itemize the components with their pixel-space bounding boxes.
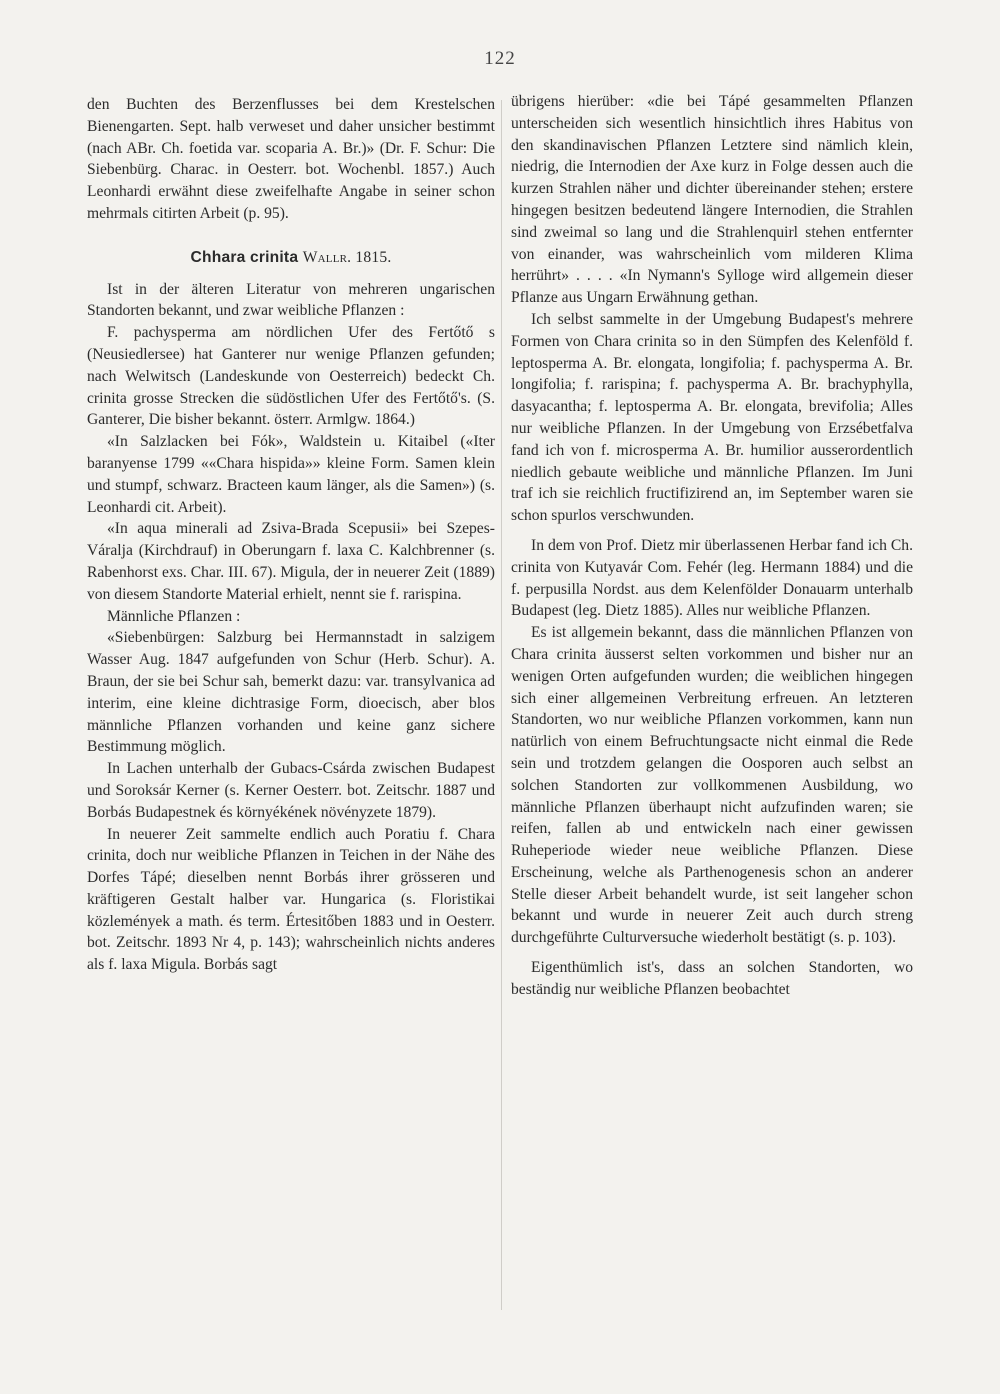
page-number: 122	[484, 48, 516, 69]
paragraph: Männliche Pflanzen :	[107, 607, 241, 625]
right-column	[511, 91, 913, 1001]
paragraph: Ich selbst sammelte in der Umgebung Budapest's mehrere Formen von Chara crinita so in den Sümpfen des Kelenföld f. leptosperma A. Br. elongata, longifolia; f. pachysperma A. Br. longifolia; f. rarispina; f. pachysperma A. Br. brachyphylla, dasyacantha; f. leptosperma A. Br. elongata, brevifolia; Alles nur weibliche Pflanzen. In der Umgebung von Erzsébetfalva fand ich von f. microsperma A. Br. humilior ausserordentlich niedlich gebaute weibliche und männliche Pflanzen. Im Juni traf ich sie reichlich fructifizirend an, im September waren sie schon spurlos verschwunden.	[511, 310, 913, 525]
paragraph: In dem von Prof. Dietz mir überlassenen Herbar fand ich Ch. crinita von Kutyavár Com. Fehér (leg. Hermann 1884) und die f. perpusilla Nordst. aus dem Kelenfölder Donauarm unterhalb Budapest (leg. Dietz 1885). Alles nur weibliche Pflanzen.	[511, 536, 913, 620]
species-author: Wallr. 1815.	[302, 248, 392, 266]
left-column	[87, 94, 495, 976]
column-divider	[501, 100, 502, 1310]
paragraph: Es ist allgemein bekannt, dass die männlichen Pflanzen von Chara crinita äusserst selten vorkommen und bisher nur an wenigen Orten aufgefunden wurden; die weiblichen hingegen sich einer allgemeinen Verbreitung erfreuen. An letzteren Standorten, wo nur weibliche Pflanzen vorkommen, kann nun natürlich von einem Befruchtungsacte nicht einmal die Rede sein und trotzdem gelangen die Oosporen auch selbst an solchen Standorten zur vollkommenen Ausbildung, wo männliche Pflanzen überhaupt nicht aufzufinden waren; sie reifen, fallen ab und entwickeln nach einer gewissen Ruheperiode wieder neue weibliche Pflanzen. Diese Erscheinung, welche als Parthenogenesis schon an anderer Stelle dieser Arbeit behandelt wurde, ist seit langeher schon bekannt und wurde in neuerer Zeit auch durch streng durchgeführte Culturversuche wiederholt bestätigt (s. p. 103).	[511, 624, 913, 947]
paragraph: übrigens hierüber: «die bei Tápé gesammelten Pflanzen unterscheiden sich wesentlich hinsichtlich ihres Habitus von den skandinavischen Pflanzen Letztere sind nämlich klein, niedrig, die Internodien der Axe kurz in Folge dessen auch die kurzen Strahlen näher und dichter übereinander stehen; erstere hingegen besitzen bedeutend längere Internodien, die Strahlen sind zweimal so lang und die Strahlenquirl stehen entfernter von einander, was wahrscheinlich vom milderen Klima herrührt» . . . . «In Nymann's Sylloge wird allgemein dieser Pflanze aus Ungarn Erwähnung gethan.	[511, 93, 913, 307]
species-name: Chhara crinita	[190, 248, 299, 266]
paragraph: Ist in der älteren Literatur von mehreren ungarischen Standorten bekannt, und zwar weibliche Pflanzen :	[87, 280, 495, 320]
paragraph: In neuerer Zeit sammelte endlich auch Poratiu f. Chara crinita, doch nur weibliche Pflanzen in Teichen in der Nähe des Dorfes Tápé; dieselben nennt Borbás ihrer grösseren und kräftigeren Gestalt halber var. Hungarica (s. Floristikai közlemények a math. és term. Értesitőben 1883 und in Oesterr. bot. Zeitschr. 1893 Nr 4, p. 143); wahrscheinlich nichts anderes als f. laxa Migula. Borbás sagt	[87, 825, 495, 974]
species-heading	[87, 247, 495, 269]
paragraph: «Siebenbürgen: Salzburg bei Hermannstadt in salzigem Wasser Aug. 1847 aufgefunden von Schur (Herb. Schur). A. Braun, der sie bei Schur sah, bemerkt dazu: var. transylvanica ad interim, eine kleine dichtrasige Form, dioecisch, aber blos männliche Pflanzen vorhanden und keine ganz sichere Bestimmung möglich.	[87, 629, 495, 756]
paragraph: Eigenthümlich ist's, dass an solchen Standorten, wo beständig nur weibliche Pflanzen beobachtet	[511, 959, 913, 998]
paragraph: «In aqua minerali ad Zsiva-Brada Scepusii» bei Szepes-Váralja (Kirchdrauf) in Oberungarn f. laxa C. Kalchbrenner (s. Rabenhorst exs. Char. III. 67). Migula, der in neuerer Zeit (1889) von diesem Standorte Material erhielt, nennt sie f. rarispina.	[87, 520, 495, 603]
paragraph: den Buchten des Berzenflusses bei dem Krestelschen Bienengarten. Sept. halb verweset und daher unsicher bestimmt (nach ABr. Ch. foetida var. scoparia A. Br.)» (Dr. F. Schur: Die Siebenbürg. Charac. in Oesterr. bot. Wochenbl. 1857.) Auch Leonhardi erwähnt diese zweifelhafte Angabe in seiner schon mehrmals citirten Arbeit (p. 95).	[87, 96, 495, 222]
paragraph: «In Salzlacken bei Fók», Waldstein u. Kitaibel («Iter baranyense 1799 ««Chara hispida»» kleine Form. Samen klein und stumpf, schwarz. Bracteen kaum länger, als die Samen») (s. Leonhardi cit. Arbeit).	[87, 433, 495, 516]
paragraph: In Lachen unterhalb der Gubacs-Csárda zwischen Budapest und Soroksár Kerner (s. Kerner Oesterr. bot. Zeitschr. 1887 und Borbás Budapestnek és környékének növényzete 1879).	[87, 760, 495, 821]
paragraph: F. pachysperma am nördlichen Ufer des Fertőtő s (Neusiedlersee) hat Ganterer nur wenige Pflanzen gefunden; nach Welwitsch (Landeskunde von Oesterreich) bedeckt Ch. crinita grosse Strecken die südöstlichen Ufer des Fertőtő's. (S. Ganterer, Die bisher bekannt. österr. Armlgw. 1864.)	[87, 324, 495, 429]
